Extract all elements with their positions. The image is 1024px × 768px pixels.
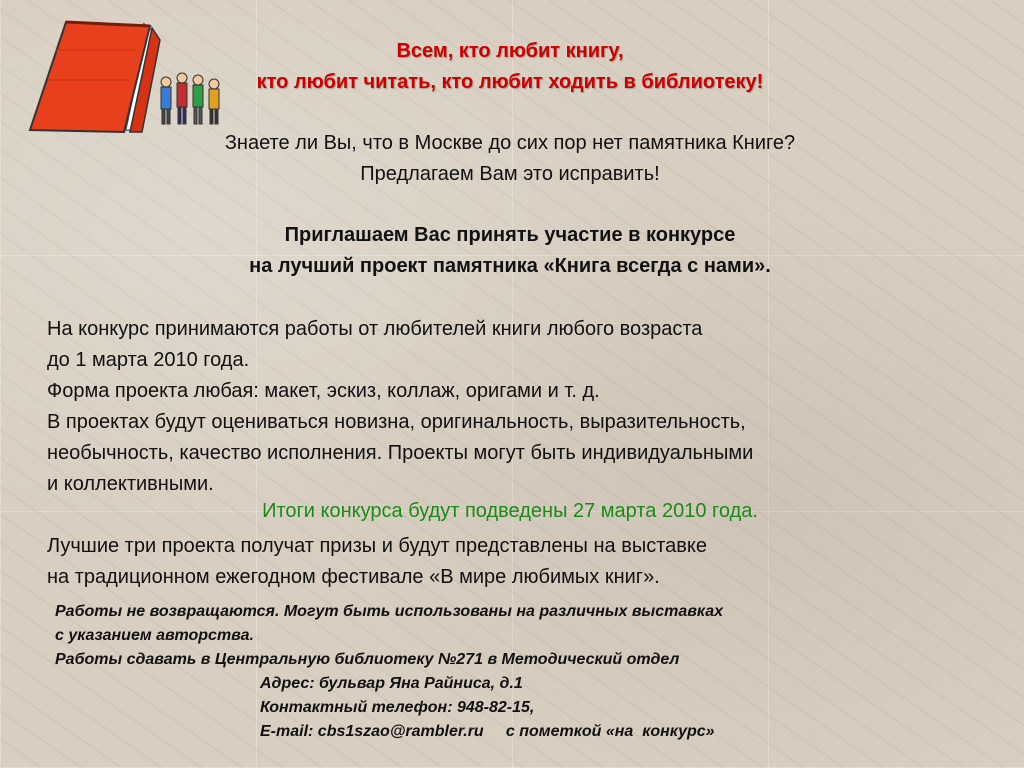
rules-line-5: необычность, качество исполнения. Проекты могут быть индивидуальными — [47, 442, 754, 464]
notes-line-1: Работы не возвращаются. Могут быть использованы на различных выставках — [55, 603, 724, 620]
rules-line-3: Форма проекта любая: макет, эскиз, коллаж, оригами и т. д. — [47, 380, 600, 402]
address-text: Адрес: бульвар Яна Райниса, д.1 — [260, 675, 523, 692]
notes-line-3: Работы сдавать в Центральную библиотеку №271 в Методический отдел — [55, 651, 680, 668]
invite-line-1: Приглашаем Вас принять участие в конкурсе — [284, 224, 736, 246]
rules-line-1: На конкурс принимаются работы от любителей книги любого возраста — [47, 318, 703, 340]
rules-line-6: и коллективными. — [47, 473, 214, 495]
prizes-line-2: на традиционном ежегодном фестивале «В мире любимых книг». — [47, 566, 660, 588]
rules-line-4: В проектах будут оцениваться новизна, оригинальность, выразительность, — [47, 411, 746, 433]
header-line-2: кто любит читать, кто любит ходить в библиотеку! — [256, 71, 764, 93]
header-line-1: Всем, кто любит книгу, — [396, 40, 624, 62]
invite-line-2: на лучший проект памятника «Книга всегда с нами». — [249, 255, 771, 277]
intro-line-2: Предлагаем Вам это исправить! — [360, 163, 660, 185]
email-text: E-mail: cbs1szao@rambler.ru с пометкой «на конкурс» — [260, 723, 715, 740]
notes-line-2: с указанием авторства. — [55, 627, 254, 644]
prizes-line-1: Лучшие три проекта получат призы и будут представлены на выставке — [47, 535, 707, 557]
rules-line-2: до 1 марта 2010 года. — [47, 349, 250, 371]
phone-text: Контактный телефон: 948-82-15, — [260, 699, 535, 716]
intro-line-1: Знаете ли Вы, что в Москве до сих пор нет памятника Книге? — [224, 132, 796, 154]
results-announcement: Итоги конкурса будут подведены 27 марта 2010 года. — [262, 500, 758, 522]
